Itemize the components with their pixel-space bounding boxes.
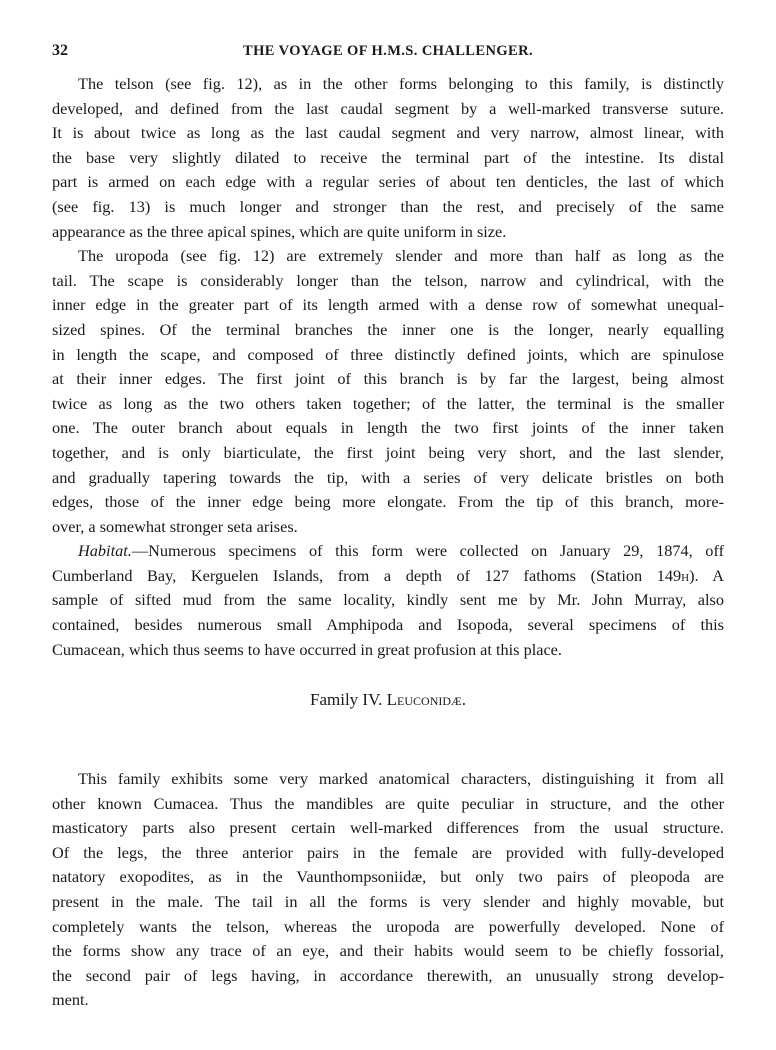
running-title: THE VOYAGE OF H.M.S. CHALLENGER.: [243, 43, 533, 59]
text-line: The uropoda (see fig. 12) are extremely slender and more than half as long as the: [78, 246, 724, 266]
page-number: 32: [52, 42, 68, 59]
text-line: edges, those of the inner edge being more elongate. From the tip of this branch, more-: [52, 492, 724, 512]
section-heading: [0, 690, 776, 710]
text-line: natatory exopodites, as in the Vaunthompsoniidæ, but only two pairs of pleopoda are: [52, 867, 724, 887]
text-run: ). A: [689, 565, 724, 585]
text-line: at their inner edges. The first joint of this branch is by far the largest, being almost: [52, 369, 724, 389]
text-line: (see fig. 13) is much longer and stronger than the rest, and precisely of the same: [52, 196, 724, 216]
text-line: the forms show any trace of an eye, and their habits would seem to be chiefly fossorial,: [52, 941, 724, 961]
text-line: contained, besides numerous small Amphipoda and Isopoda, several specimens of this: [52, 615, 724, 635]
text-line: present in the male. The tail in all the forms is very slender and highly movable, but: [52, 891, 724, 911]
text-line: developed, and defined from the last caudal segment by a well-marked transverse suture.: [52, 98, 724, 118]
paragraph: [52, 244, 724, 539]
paragraph: [52, 72, 724, 244]
running-header: [52, 42, 724, 64]
text-line: together, and is only biarticulate, the first joint being very short, and the last slender,: [52, 442, 724, 462]
text-line: other known Cumacea. Thus the mandibles are quite peculiar in structure, and the other: [52, 793, 724, 813]
text-line: masticatory parts also present certain well-marked differences from the usual structure.: [52, 818, 724, 838]
text-line: inner edge in the greater part of its length armed with a dense row of somewhat unequal-: [52, 295, 724, 315]
text-line: appearance as the three apical spines, which are quite uniform in size.: [52, 221, 507, 241]
paragraph: [52, 767, 724, 1013]
text-line: in length the scape, and composed of three distinctly defined joints, which are spinulose: [52, 344, 724, 364]
text-line: Cumacean, which thus seems to have occurred in great profusion at this place.: [52, 639, 562, 659]
text-line: completely wants the telson, whereas the uropoda are powerfully developed. None of: [52, 916, 724, 936]
text-run: h: [681, 565, 690, 585]
text-line: sized spines. Of the terminal branches the inner one is the longer, nearly equalling: [52, 319, 724, 339]
body-text-section-2: [52, 767, 724, 1013]
text-line: [52, 564, 724, 589]
text-line: [52, 539, 724, 564]
text-line: and gradually tapering towards the tip, with a series of very delicate bristles on both: [52, 467, 724, 487]
text-line: It is about twice as long as the last caudal segment and very narrow, almost linear, with: [52, 123, 724, 143]
text-line: over, a somewhat stronger seta arises.: [52, 516, 298, 536]
body-text-section-1: [52, 72, 724, 662]
text-line: twice as long as the two others taken together; of the latter, the terminal is the smaller: [52, 393, 724, 413]
text-line: one. The outer branch about equals in length the two first joints of the inner taken: [52, 418, 724, 438]
paragraph: [52, 539, 724, 662]
text-line: part is armed on each edge with a regular series of about ten denticles, the last of which: [52, 172, 724, 192]
text-line: sample of sifted mud from the same locality, kindly sent me by Mr. John Murray, also: [52, 590, 724, 610]
text-line: tail. The scape is considerably longer than the telson, narrow and cylindrical, with the: [52, 270, 724, 290]
text-line: ment.: [52, 990, 89, 1010]
text-line: the second pair of legs having, in accordance therewith, an unusually strong develop-: [52, 965, 724, 985]
text-line: The telson (see fig. 12), as in the other forms belonging to this family, is distinctly: [78, 74, 724, 93]
text-line: Of the legs, the three anterior pairs in the female are provided with fully-developed: [52, 842, 724, 862]
heading-family-name: Leuconidæ.: [386, 690, 466, 709]
text-run: —Numerous specimens of this form were collected on January 29, 1874, off: [131, 541, 724, 561]
text-line: This family exhibits some very marked anatomical characters, distinguishing it from all: [78, 769, 724, 788]
text-run: Cumberland Bay, Kerguelen Islands, from a depth of 127 fathoms (Station 149: [52, 565, 682, 585]
text-line: the base very slightly dilated to receive the terminal part of the intestine. Its distal: [52, 147, 724, 167]
italic-run-in-heading: Habitat.: [78, 541, 132, 561]
heading-prefix: Family IV.: [310, 690, 387, 709]
